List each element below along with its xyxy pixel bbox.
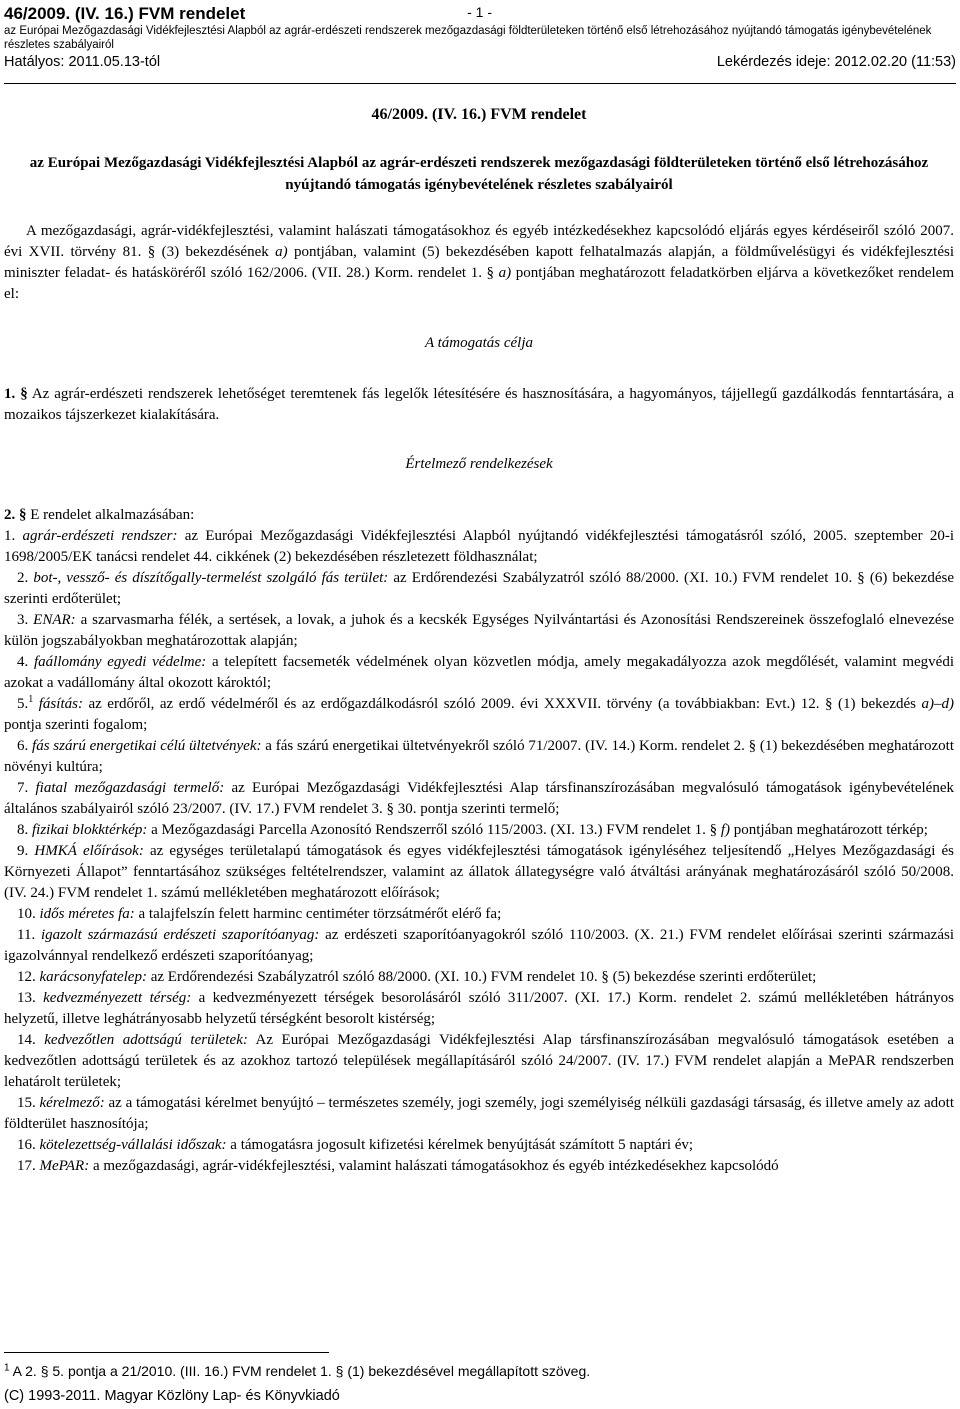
preamble: [4, 221, 954, 305]
document-subtitle: az Európai Mezőgazdasági Vidékfejlesztési Alapból az agrár-erdészeti rendszerek mezőgazdasági földterületeken történő első létrehozásához nyújtandó támogatás igénybevételének részletes szabályairól: [29, 155, 929, 193]
section-2: [4, 505, 954, 526]
definition-number: 6.: [17, 738, 33, 754]
definition-term: kérelmező:: [39, 1095, 105, 1111]
header-subtitle: az Európai Mezőgazdasági Vidékfejlesztési Alapból az agrár-erdészeti rendszerek mezőgazdasági földterületeken történő első létrehozásához nyújtandó támogatás igénybevételének részletes szabályairól: [4, 25, 932, 51]
definition-text: az Európai Mezőgazdasági Vidékfejlesztési Alapból nyújtandó vidékfejlesztési támogatásról szóló, 2005. szeptember 20-i 1698/2005/EK tanácsi rendelet 44. cikkének (2) bekezdésében részletezett földhasználat;: [4, 528, 954, 565]
page-number: - 1 -: [467, 4, 492, 20]
document-body: [4, 104, 954, 1177]
definition-term: karácsonyfatelep:: [39, 969, 147, 985]
footnote-ref: 1: [28, 694, 34, 705]
definition-number: 5.: [17, 696, 29, 712]
definition-text: a mezőgazdasági, agrár-vidékfejlesztési, valamint halászati támogatásokhoz és egyéb intézkedésekhez kapcsolódó: [89, 1158, 779, 1174]
section-number: 1. §: [4, 386, 28, 402]
definition-item: [4, 652, 954, 694]
footnote-marker: 1: [4, 1362, 10, 1374]
definition-item: [4, 967, 954, 988]
definition-term: idős méretes fa:: [39, 906, 135, 922]
definition-text: pontja szerinti fogalom;: [4, 717, 148, 733]
definition-text: az Erdőrendezési Szabályzatról szóló 88/2000. (XI. 10.) FVM rendelet 10. § (5) bekezdése szerinti erdőterület;: [146, 969, 817, 985]
definition-number: 16.: [17, 1137, 40, 1153]
definition-item: [4, 1030, 954, 1093]
page-header: [4, 4, 956, 71]
definition-text: a támogatásra jogosult kifizetési kérelmek benyújtását számított 5 naptári év;: [226, 1137, 694, 1153]
definition-number: 1.: [4, 528, 23, 544]
definition-term: agrár-erdészeti rendszer:: [22, 528, 178, 544]
preamble-italic: a): [498, 265, 512, 281]
definition-number: 8.: [17, 822, 32, 838]
definition-term: bot-, vessző- és díszítőgally-termelést szolgáló fás terület:: [33, 570, 389, 586]
definition-term: MePAR:: [39, 1158, 90, 1174]
definition-term: fásítás:: [33, 696, 83, 712]
definition-text: a fás szárú energetikai ültetvényekről szóló 71/2007. (IV. 14.) Korm. rendelet 2. § (1) bekezdésében meghatározott növényi kultúra;: [4, 738, 955, 775]
definition-term: fás szárú energetikai célú ültetvények:: [32, 738, 262, 754]
section-1: [4, 384, 954, 426]
definition-term: fiatal mezőgazdasági termelő:: [35, 780, 225, 796]
definition-item: [4, 568, 954, 610]
footnote-divider: [4, 1352, 329, 1353]
footer-copyright: (C) 1993-2011. Magyar Közlöny Lap- és Könyvkiadó: [4, 1388, 340, 1404]
definition-item: [4, 1093, 954, 1135]
definition-term: kedvezményezett térség:: [43, 990, 192, 1006]
definition-item: [4, 988, 954, 1030]
definition-number: 17.: [17, 1158, 40, 1174]
definition-term: a)–d): [921, 696, 954, 712]
definition-text: a talajfelszín felett harminc centiméter törzsátmérőt elérő fa;: [134, 906, 502, 922]
header-divider: [4, 83, 956, 84]
query-time: Lekérdezés ideje: 2012.02.20 (11:53): [716, 54, 956, 70]
definition-text: a telepített facsemeték védelmének olyan közvetlen módja, amely megakadályozza azok megdőlését, valamint megvédi azokat a vadállomány által okozott károktól;: [4, 654, 955, 691]
definition-item: [4, 904, 954, 925]
definition-text: a szarvasmarha félék, a sertések, a lovak, a juhok és a kecskék Egységes Nyilvántartási és Azonosítási Rendszereinek összefoglaló elnevezése külön jogszabályokban meghatározottak alapján;: [4, 612, 955, 649]
definition-item: [4, 736, 954, 778]
definition-term: kötelezettség-vállalási időszak:: [39, 1137, 227, 1153]
definition-number: 2.: [17, 570, 34, 586]
header-title: 46/2009. (IV. 16.) FVM rendelet: [4, 4, 246, 23]
definition-item: [4, 820, 954, 841]
preamble-part: pontjában, valamint (5) bekezdésében kapott felhatalmazás alapján, a földművelésügyi és vidékfejlesztési miniszter feladat- és hatásköréről szóló 162/2006. (VII. 28.) Korm. rendelet 1. §: [4, 244, 954, 281]
definition-term: fizikai blokktérkép:: [32, 822, 148, 838]
definition-term: faállomány egyedi védelme:: [34, 654, 207, 670]
definition-text: az erdőről, az erdő védelméről és az erdőgazdálkodásról szóló 2009. évi XXXVII. törvény (a továbbiakban: Evt.) 12. § (1) bekezdés: [82, 696, 922, 712]
definition-text: az Európai Mezőgazdasági Vidékfejlesztési Alap társfinanszírozásában megvalósuló támogatások igénybevételének általános szabályairól szóló 23/2007. (IV. 17.) FVM rendelet 3. § 30. pontja szerinti termelő;: [4, 780, 954, 817]
definition-number: 4.: [17, 654, 34, 670]
definition-term: ENAR:: [33, 612, 76, 628]
footnote: [4, 1362, 954, 1380]
document-title: 46/2009. (IV. 16.) FVM rendelet: [371, 106, 587, 123]
definition-number: 13.: [17, 990, 44, 1006]
definition-text: a Mezőgazdasági Parcella Azonosító Rendszerről szóló 115/2003. (XI. 13.) FVM rendelet 1. §: [147, 822, 721, 838]
definition-item: [4, 694, 954, 736]
definition-number: 12.: [17, 969, 40, 985]
definition-number: 3.: [17, 612, 34, 628]
definition-text: az erdészeti szaporítóanyagokról szóló 110/2003. (X. 21.) FVM rendelet előírásai szerinti származási igazolvánnyal rendelkező erdészeti szaporítóanyag;: [4, 927, 954, 964]
section-text: Az agrár-erdészeti rendszerek lehetőséget teremtenek fás legelők létesítésére és hasznosítására, a hagyományos, tájjellegű gazdálkodás fenntartására, a mozaikos tájszerkezet kialakítására.: [4, 386, 954, 423]
definition-text: pontjában meghatározott térkép;: [730, 822, 928, 838]
section-text: E rendelet alkalmazásában:: [26, 507, 195, 523]
preamble-part: A mezőgazdasági, agrár-vidékfejlesztési, valamint halászati támogatásokhoz és egyéb intézkedésekhez kapcsolódó eljárás egyes kérdéseiről szóló 2007. évi XVII. törvény 81. § (3) bekezdésének: [4, 223, 954, 260]
effective-date: Hatályos: 2011.05.13-tól: [4, 54, 161, 70]
definition-text: az Erdőrendezési Szabályzatról szóló 88/2000. (XI. 10.) FVM rendelet 10. § (6) bekezdése szerinti erdőterület;: [4, 570, 955, 607]
section-heading: A támogatás célja: [424, 335, 534, 351]
definition-item: [4, 1156, 954, 1177]
definition-text: a kedvezményezett térségek besorolásáról szóló 311/2007. (XI. 17.) Korm. rendelet 2. számú mellékletében hátrányos helyzetű, illetve leghátrányosabb helyzetű térségként besorolt kistérség;: [4, 990, 954, 1027]
definition-number: 11.: [17, 927, 41, 943]
definition-number: 10.: [17, 906, 40, 922]
header-meta-row: [4, 53, 956, 71]
definition-number: 7.: [17, 780, 36, 796]
definition-item: [4, 526, 954, 568]
definition-item: [4, 778, 954, 820]
preamble-italic: a): [275, 244, 288, 260]
definition-term: f): [720, 822, 731, 838]
footnote-text: A 2. § 5. pontja a 21/2010. (III. 16.) FVM rendelet 1. § (1) bekezdésével megállapított szöveg.: [9, 1363, 591, 1379]
section-number: 2. §: [4, 507, 27, 523]
section-heading: Értelmező rendelkezések: [405, 456, 553, 472]
definition-item: [4, 925, 954, 967]
definition-term: kedvezőtlen adottságú területek:: [44, 1032, 248, 1048]
definition-item: [4, 610, 954, 652]
definition-text: az egységes területalapú támogatások és egyes vidékfejlesztési támogatások igényléséhez teljesítendő „Helyes Mezőgazdasági és Környezeti Állapot” fenntartásához szükséges feltételrendszer, valamint az állatok állategységre való átváltási arányának meghatározásáról szóló 50/2008. (IV. 24.) FVM rendelet 1. számú mellékletében meghatározott előírások;: [4, 843, 954, 901]
definition-term: HMKÁ előírások:: [34, 843, 144, 859]
definitions-list: [4, 526, 954, 1177]
definition-term: igazolt származású erdészeti szaporítóanyag:: [40, 927, 320, 943]
preamble-part: pontjában meghatározott feladatkörben eljárva a következőket rendelem el:: [4, 265, 954, 302]
definition-text: az a támogatási kérelmet benyújtó – természetes személy, jogi személy, jogi személyiség nélküli gazdasági társaság, és illetve amely az adott földterület hasznosítója;: [4, 1095, 954, 1132]
definition-number: 9.: [17, 843, 35, 859]
definition-number: 14.: [17, 1032, 45, 1048]
definition-item: [4, 841, 954, 904]
definition-number: 15.: [17, 1095, 40, 1111]
definition-item: [4, 1135, 954, 1156]
definition-text: Az Európai Mezőgazdasági Vidékfejlesztési Alap társfinanszírozásában megvalósuló támogatások esetében a kedvezőtlen adottságú területek és az azokhoz tartozó települések megállapításáról szóló 24/2007. (IV. 17.) FVM rendelet alapján a MePAR rendszerben lehatárolt területek;: [4, 1032, 954, 1090]
